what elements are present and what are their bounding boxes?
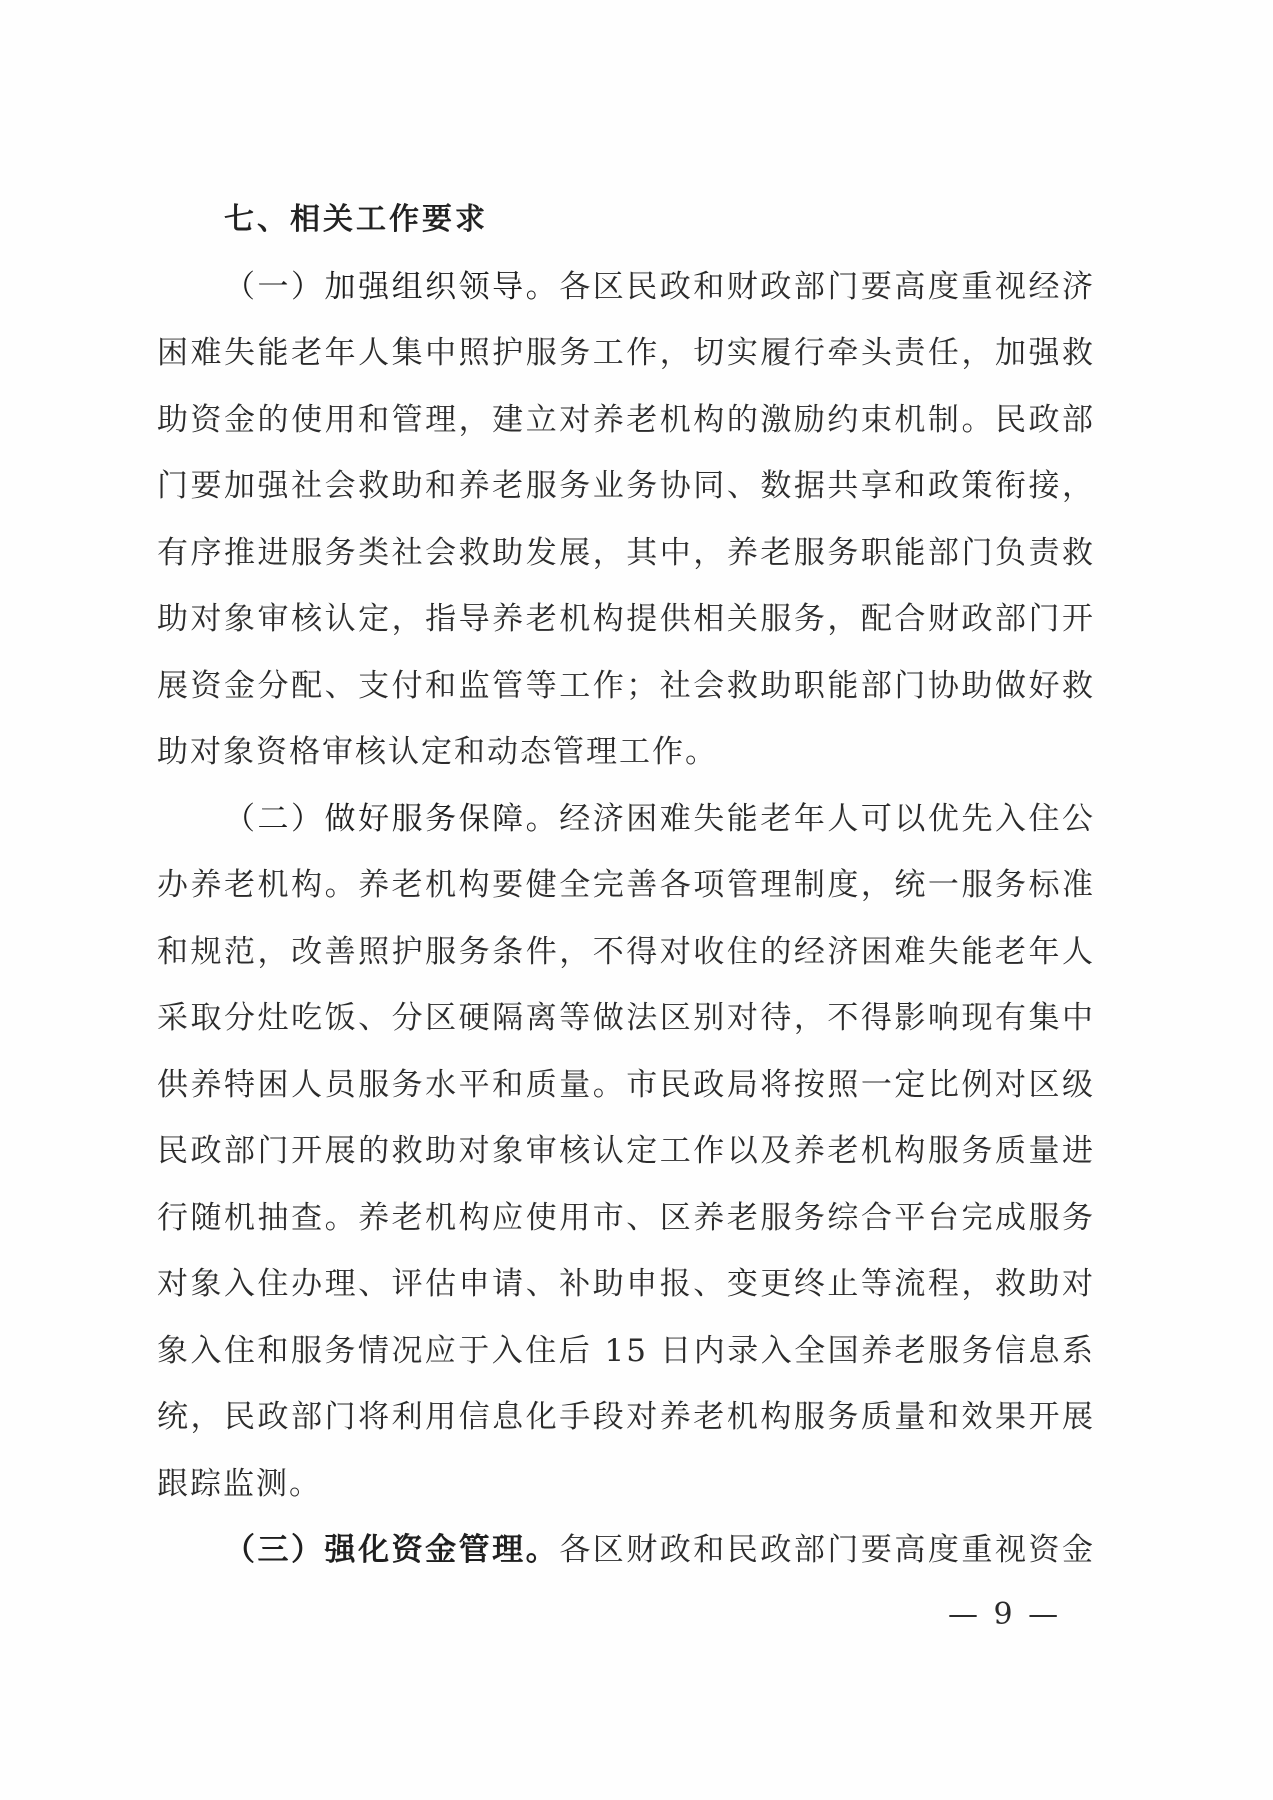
paragraph-line: 办养老机构。养老机构要健全完善各项管理制度，统一服务标准 — [157, 867, 1095, 903]
paragraph-line: 跟踪监测。 — [157, 1465, 322, 1502]
section-heading: 七、相关工作要求 — [224, 202, 488, 237]
paragraph-line: 象入住和服务情况应于入住后 15 日内录入全国养老服务信息系 — [157, 1332, 1095, 1369]
paragraph-line: 民政部门开展的救助对象审核认定工作以及养老机构服务质量进 — [157, 1133, 1095, 1169]
paragraph-line: 门要加强社会救助和养老服务业务协同、数据共享和政策衔接， — [157, 468, 1095, 504]
paragraph-lead: （一）加强组织领导。 — [224, 268, 560, 305]
paragraph-line-text: 各区民政和财政部门要高度重视经济 — [559, 268, 1095, 305]
paragraph-line-text: 各区财政和民政部门要高度重视资金 — [559, 1532, 1095, 1568]
paragraph-line — [157, 254, 1095, 321]
paragraph-1 — [157, 254, 1095, 786]
paragraph-line: 对象入住办理、评估申请、补助申报、变更终止等流程，救助对 — [157, 1266, 1095, 1302]
page-number: — 9 — — [948, 1597, 1062, 1632]
paragraph-line: 困难失能老年人集中照护服务工作，切实履行牵头责任，加强救 — [157, 335, 1095, 371]
paragraph-lead: （二）做好服务保障。 — [224, 800, 560, 837]
paragraph-line — [157, 786, 1095, 853]
document-body — [157, 187, 1095, 1584]
paragraph-line: 助对象资格审核认定和动态管理工作。 — [157, 734, 718, 770]
paragraph-line: 有序推进服务类社会救助发展，其中，养老服务职能部门负责救 — [157, 534, 1095, 571]
paragraph-line: 和规范，改善照护服务条件，不得对收住的经济困难失能老年人 — [157, 933, 1095, 970]
paragraph-line: 供养特困人员服务水平和质量。市民政局将按照一定比例对区级 — [157, 1066, 1095, 1103]
paragraph-line-text: 经济困难失能老年人可以优先入住公 — [559, 800, 1095, 837]
paragraph-line: 助对象审核认定，指导养老机构提供相关服务，配合财政部门开 — [157, 601, 1095, 637]
paragraph-line: 展资金分配、支付和监管等工作；社会救助职能部门协助做好救 — [157, 667, 1095, 704]
paragraph-line: 助资金的使用和管理，建立对养老机构的激励约束机制。民政部 — [157, 401, 1095, 438]
paragraph-2 — [157, 786, 1095, 1518]
paragraph-line: 行随机抽查。养老机构应使用市、区养老服务综合平台完成服务 — [157, 1199, 1095, 1236]
paragraph-3 — [157, 1517, 1095, 1584]
paragraph-line: 采取分灶吃饭、分区硬隔离等做法区别对待，不得影响现有集中 — [157, 1000, 1095, 1036]
paragraph-line: 统，民政部门将利用信息化手段对养老机构服务质量和效果开展 — [157, 1399, 1095, 1435]
paragraph-line — [157, 1517, 1095, 1584]
paragraph-lead: （三）强化资金管理。 — [224, 1532, 560, 1568]
